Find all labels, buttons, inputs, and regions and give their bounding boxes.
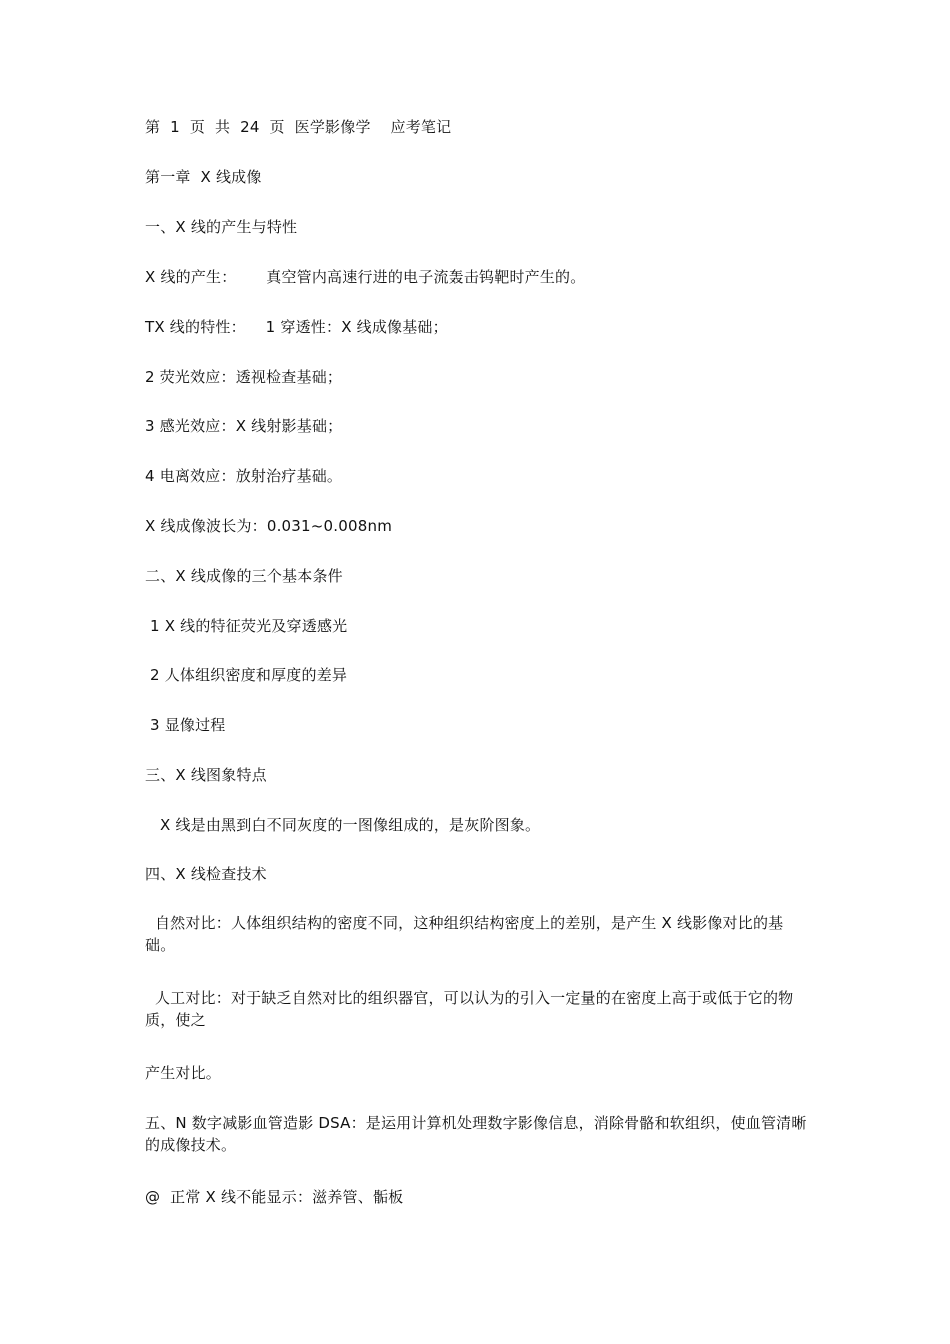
xray-generation-text: X 线的产生： 真空管内高速行进的电子流轰击钨靶时产生的。 [145, 268, 586, 286]
section-4-title: 四、X 线检查技术 [145, 865, 267, 883]
condition-2-text: 2 人体组织密度和厚度的差异 [150, 666, 348, 684]
property-4-text: 4 电离效应：放射治疗基础。 [145, 467, 343, 485]
section-2-title: 二、X 线成像的三个基本条件 [145, 567, 343, 585]
property-2-text: 2 荧光效应：透视检查基础； [145, 368, 343, 386]
section-5-dsa-text: 五、N 数字减影血管造影 DSA：是运用计算机处理数字影像信息，消除骨骼和软组织，使血管清晰的成像技术。 [145, 1114, 807, 1154]
note-text: @ 正常 X 线不能显示：滋养管、骺板 [145, 1188, 404, 1206]
wavelength-text: X 线成像波长为：0.031~0.008nm [145, 517, 393, 535]
artificial-contrast-text: 人工对比：对于缺乏自然对比的组织器官，可以认为的引入一定量的在密度上高于或低于它的物质，使之 [145, 989, 794, 1029]
image-features-text: X 线是由黑到白不同灰度的一图像组成的，是灰阶图象。 [160, 816, 541, 834]
section-3-title: 三、X 线图象特点 [145, 766, 267, 784]
section-1-title: 一、X 线的产生与特性 [145, 218, 298, 236]
chapter-title: 第一章 X 线成像 [145, 168, 262, 186]
natural-contrast-text: 自然对比：人体组织结构的密度不同，这种组织结构密度上的差别，是产生 X 线影像对比的基础。 [145, 914, 784, 954]
condition-1-text: 1 X 线的特征荧光及穿透感光 [150, 617, 348, 635]
property-3-text: 3 感光效应：X 线射影基础； [145, 417, 343, 435]
xray-properties-text: TX 线的特性： 1 穿透性：X 线成像基础； [145, 318, 448, 336]
artificial-contrast-continuation: 产生对比。 [145, 1064, 222, 1082]
page-header: 第 1 页 共 24 页 医学影像学 应考笔记 [145, 118, 452, 136]
condition-3-text: 3 显像过程 [150, 716, 226, 734]
